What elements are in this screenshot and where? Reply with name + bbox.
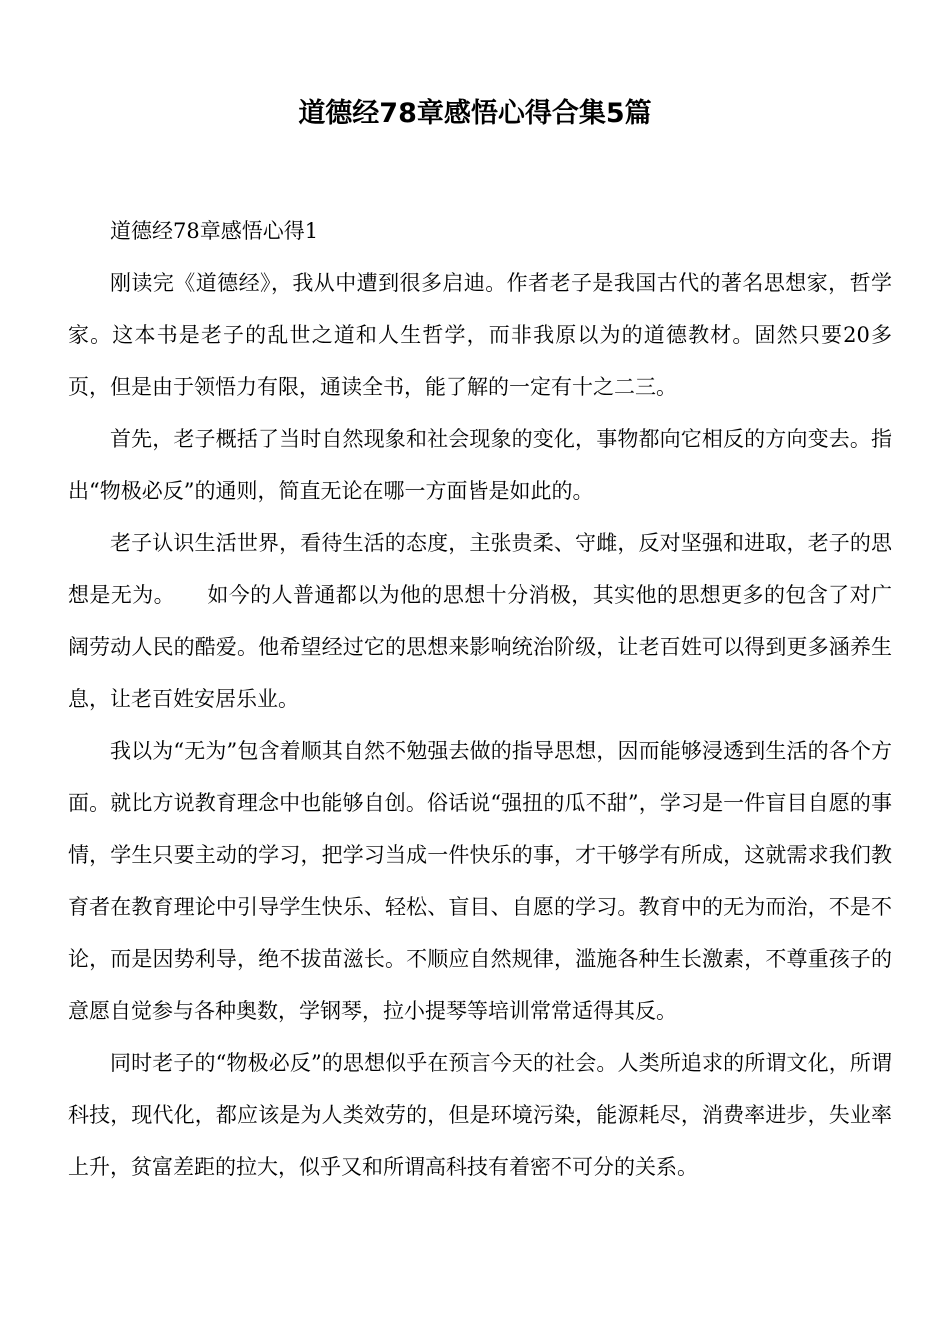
paragraph-1: 刚读完《道德经》，我从中遭到很多启迪。作者老子是我国古代的著名思想家，哲学家。这本书是老子的乱世之道和人生哲学，而非我原以为的道德教材。固然只要20多页，但是由于领悟力有限，通读全书，能了解的一定有十之二三。	[68, 271, 892, 399]
paragraph-4: 我以为“无为”包含着顺其自然不勉强去做的指导思想，因而能够浸透到生活的各个方面。就比方说教育理念中也能够自创。俗话说“强扭的瓜不甜”，学习是一件盲目自愿的事情，学生只要主动的学习，把学习当成一件快乐的事，才干够学有所成，这就需求我们教育者在教育理论中引导学生快乐、轻松、盲目、自愿的学习。教育中的无为而治，不是不论，而是因势利导，绝不拔苗滋长。不顺应自然规律，滥施各种生长激素，不尊重孩子的意愿自觉参与各种奥数，学钢琴，拉小提琴等培训常常适得其反。	[68, 739, 892, 1023]
paragraph-3: 老子认识生活世界，看待生活的态度，主张贵柔、守雌，反对坚强和进取，老子的思想是无为。 如今的人普通都以为他的思想十分消极，其实他的思想更多的包含了对广阔劳动人民的酷爱。他希望经过它的思想来影响统治阶级，让老百姓可以得到更多涵养生息，让老百姓安居乐业。	[68, 531, 892, 711]
document-title: 道德经78章感悟心得合集5篇	[298, 98, 652, 129]
section-heading: 道德经78章感悟心得1	[110, 219, 319, 243]
document-body	[68, 205, 892, 1193]
paragraph-2: 首先，老子概括了当时自然现象和社会现象的变化，事物都向它相反的方向变去。指出“物极必反”的通则，简直无论在哪一方面皆是如此的。	[68, 427, 892, 503]
paragraph-5: 同时老子的“物极必反”的思想似乎在预言今天的社会。人类所追求的所谓文化，所谓科技，现代化，都应该是为人类效劳的，但是环境污染，能源耗尽，消费率进步，失业率上升，贫富差距的拉大，似乎又和所谓高科技有着密不可分的关系。	[68, 1051, 892, 1179]
